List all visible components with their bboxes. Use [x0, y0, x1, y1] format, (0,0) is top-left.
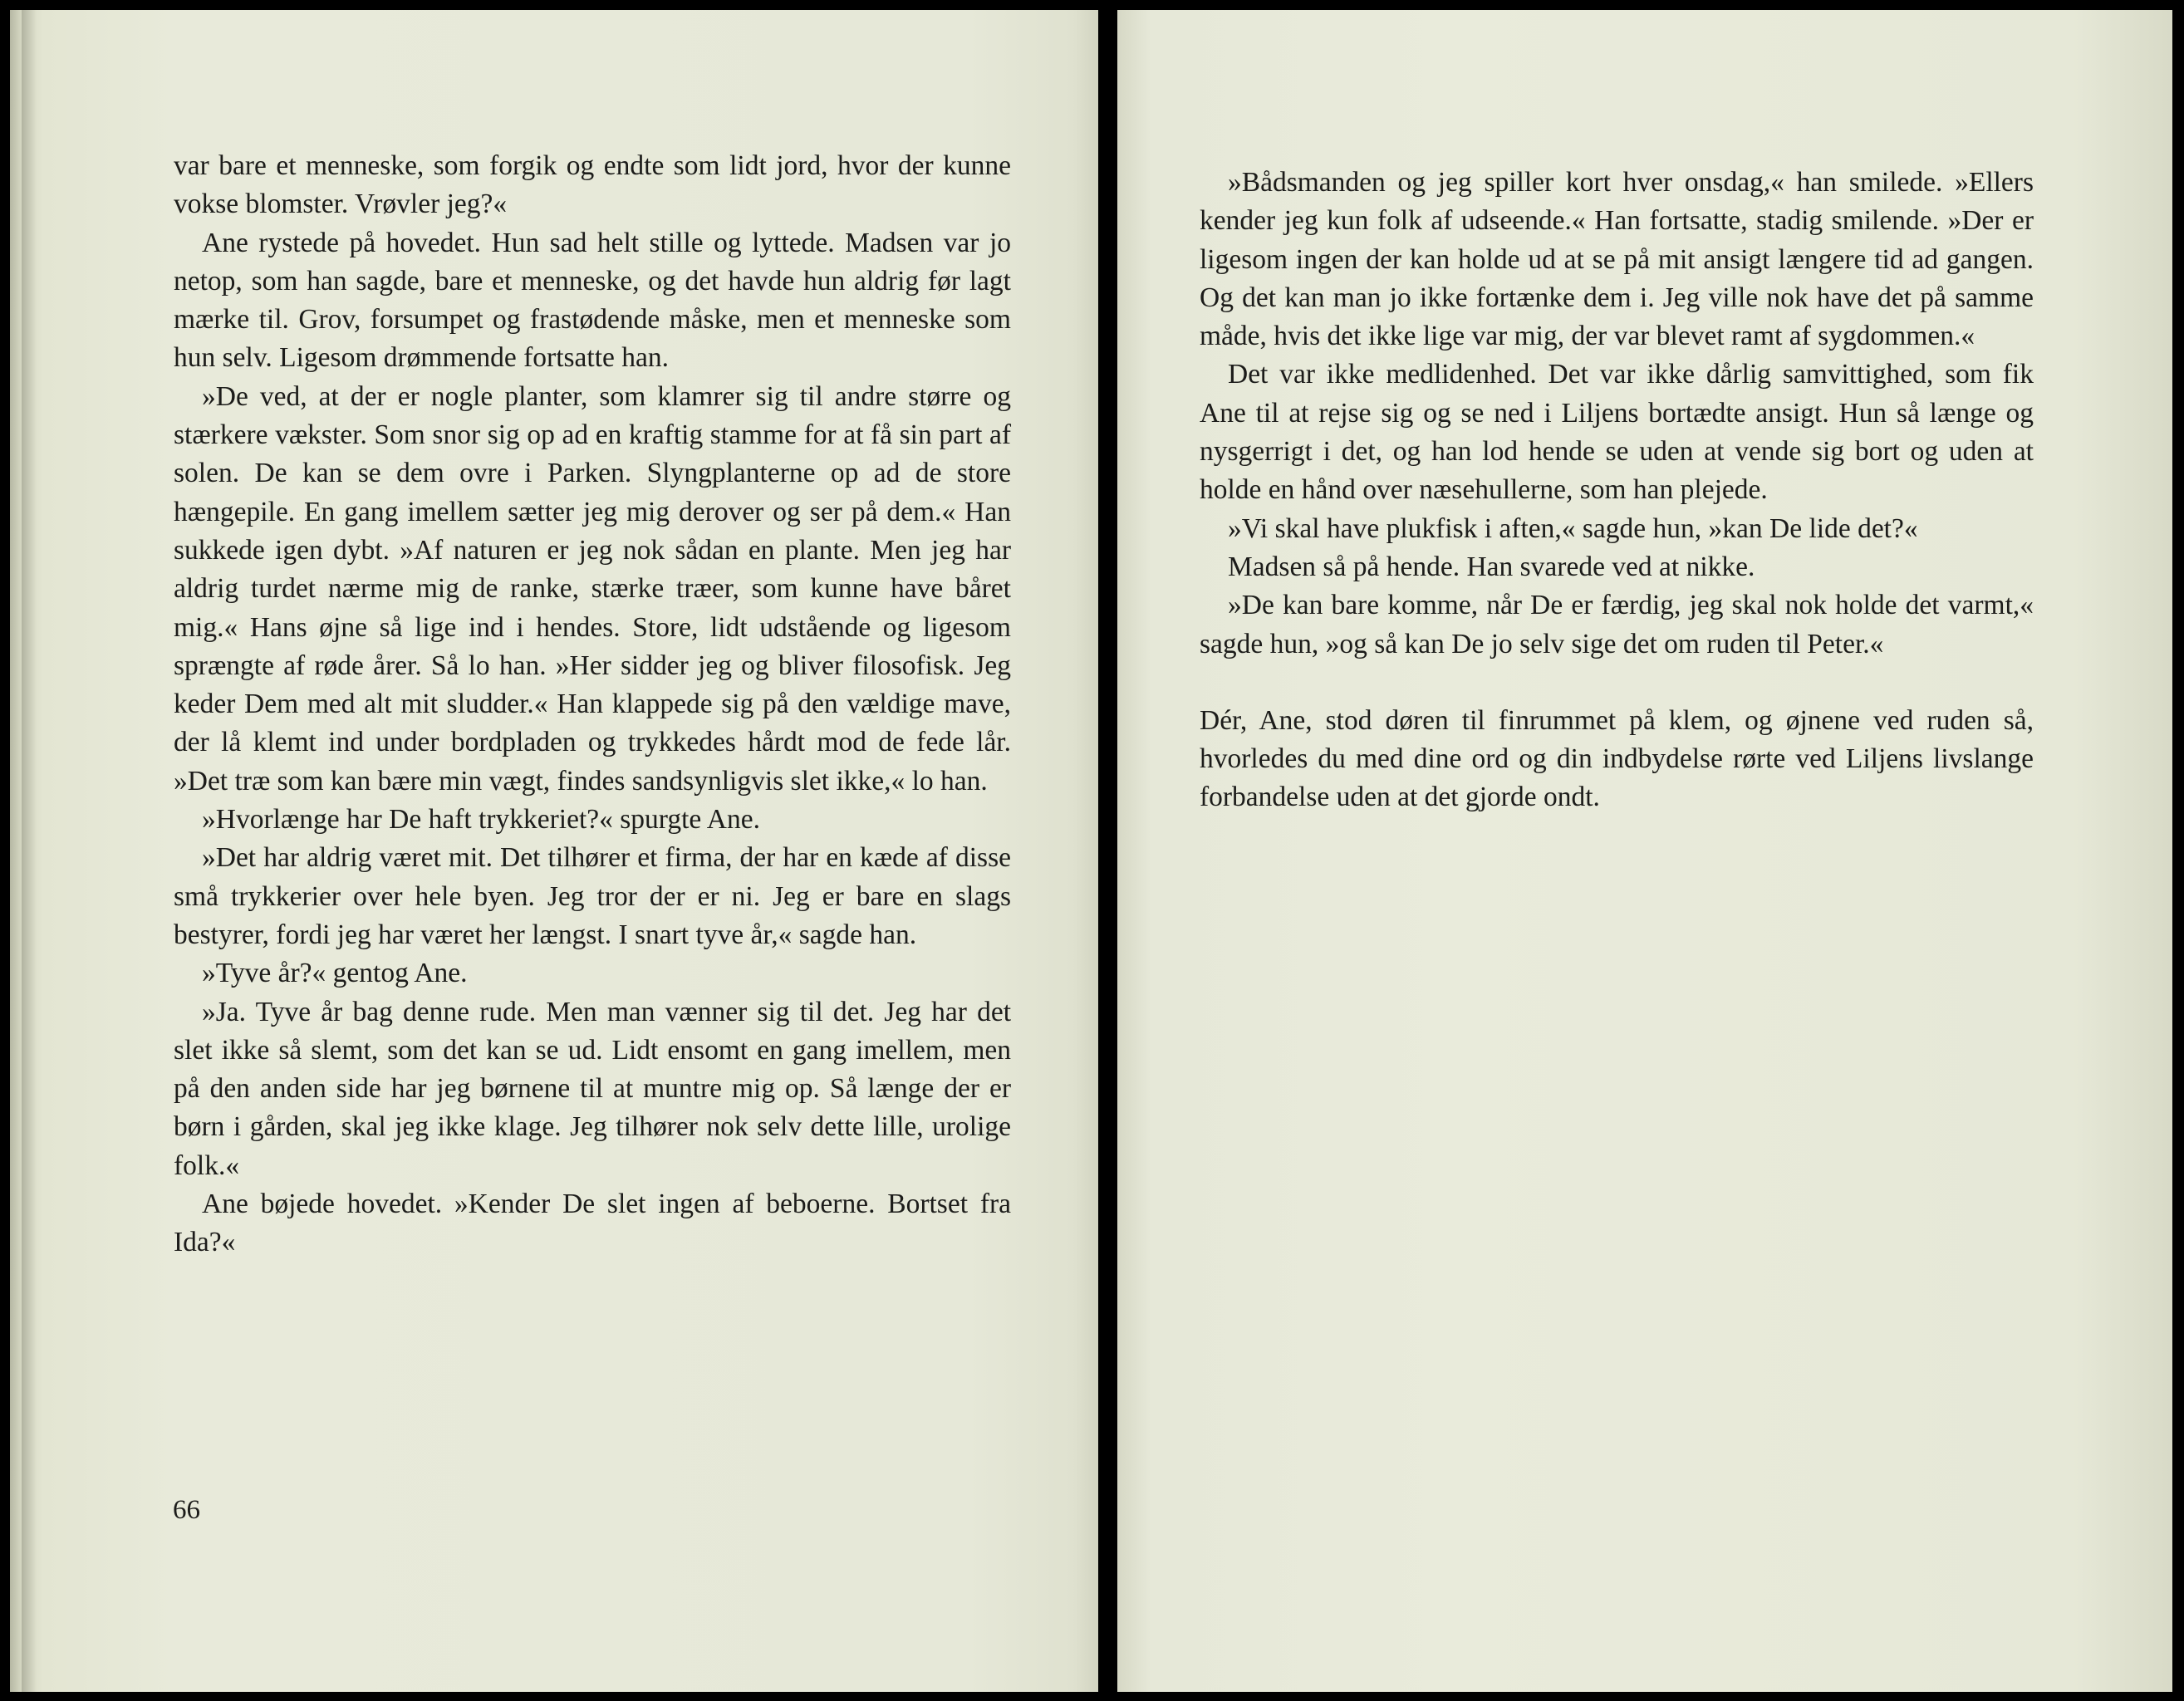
paragraph: Ane bøjede hovedet. »Kender De slet ingen af beboerne. Bortset fra Ida?« — [174, 1189, 1011, 1258]
paragraph: »Tyve år?« gentog Ane. — [202, 958, 468, 989]
section-break — [1200, 664, 2034, 702]
paragraph: var bare et menneske, som forgik og endte som lidt jord, hvor der kunne vokse blomster. Vrøvler jeg?« — [174, 150, 1011, 220]
page-number: 66 — [173, 1495, 200, 1525]
paragraph: »Hvorlænge har De haft trykkeriet?« spurgte Ane. — [202, 804, 760, 836]
left-book-page — [10, 10, 1098, 1692]
closing-paragraph: Dér, Ane, stod døren til finrummet på klem, og øjnene ved ruden så, hvorledes du med dine ord og din indbydelse rørte ved Liljens livslange forbandelse uden at det gjorde ondt. — [1200, 704, 2034, 813]
page-gutter-shadow — [22, 10, 37, 1692]
paragraph: Det var ikke medlidenhed. Det var ikke dårlig samvittighed, som fik Ane til at rejse sig og se ned i Liljens bortædte ansigt. Hun så længe og nysgerrigt i det, og han lod hende se uden at vende sig bort og uden at holde en hånd over næsehullerne, som han plejede. — [1200, 359, 2034, 506]
paragraph: »De ved, at der er nogle planter, som klamrer sig til andre større og stærkere vækster. Som snor sig op ad en kraftig stamme for at få sin part af solen. De kan se dem ovre i Parken. Slyngplanterne op ad de store hængepile. En gang imellem sætter jeg mig derover og ser på dem.« Han sukkede igen dybt. »Af naturen er jeg nok sådan en plante. Men jeg har aldrig turdet nærme mig de ranke, stærke træer, som kunne have båret mig.« Hans øjne så lige ind i hendes. Store, lidt udstående og ligesom sprængte af røde årer. Så lo han. »Her sidder jeg og bliver filosofisk. Jeg keder Dem med alt mit sludder.« Han klappede sig på den vældige mave, der lå klemt ind under bordpladen og trykkedes hårdt mod de fede lår. »Det træ som kan bære min vægt, findes sandsynligvis slet ikke,« lo han. — [174, 380, 1011, 797]
paragraph: »Bådsmanden og jeg spiller kort hver onsdag,« han smilede. »Ellers kender jeg kun folk af udseende.« Han fortsatte, stadig smilende. »Der er ligesom ingen der kan holde ud at se på mit ansigt længere tid ad gangen. Og det kan man jo ikke fortænke dem i. Jeg ville nok have det på samme måde, hvis det ikke lige var mig, der var blevet ramt af sygdommen.« — [1200, 167, 2034, 352]
right-book-page — [1117, 10, 2172, 1692]
paragraph: »De kan bare komme, når De er færdig, jeg skal nok holde det varmt,« sagde hun, »og så kan De jo selv sige det om ruden til Peter.« — [1200, 590, 2034, 659]
paragraph: Ane rystede på hovedet. Hun sad helt stille og lyttede. Madsen var jo netop, som han sagde, bare et menneske, og det havde hun aldrig før lagt mærke til. Grov, forsumpet og frastødende måske, men et menneske som hun selv. Ligesom drømmende fortsatte han. — [174, 227, 1011, 374]
left-page-text — [174, 147, 1011, 1262]
paragraph: Madsen så på hende. Han svarede ved at nikke. — [1228, 551, 1755, 582]
right-page-text — [1200, 164, 2034, 817]
paragraph: »Ja. Tyve år bag denne rude. Men man vænner sig til det. Jeg har det slet ikke så slemt, som det kan se ud. Lidt ensomt en gang imellem, men på den anden side har jeg børnene til at muntre mig op. Så længe der er børn i gården, skal jeg ikke klage. Jeg tilhører nok selv dette lille, urolige folk.« — [174, 996, 1011, 1181]
paragraph: »Vi skal have plukfisk i aften,« sagde hun, »kan De lide det?« — [1228, 512, 1918, 544]
paragraph: »Det har aldrig været mit. Det tilhører et firma, der har en kæde af disse små trykkerier over hele byen. Jeg tror der er ni. Jeg er bare en slags bestyrer, fordi jeg har været her længst. I snart tyve år,« sagde han. — [174, 842, 1011, 950]
